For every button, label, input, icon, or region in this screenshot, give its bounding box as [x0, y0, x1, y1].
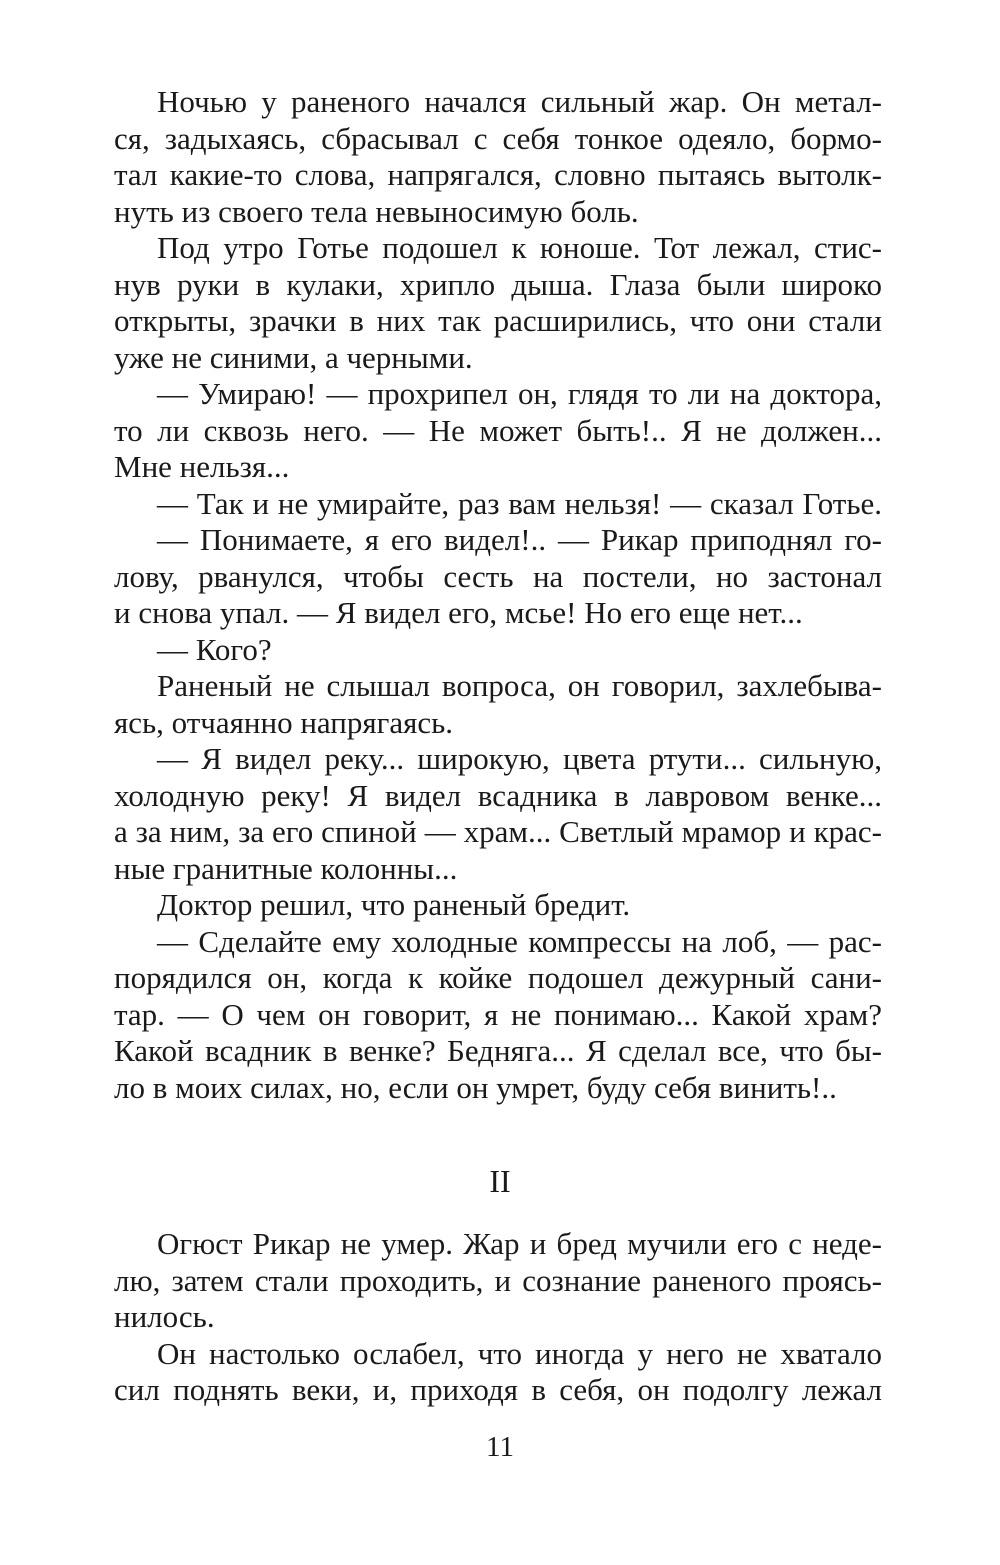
text-line: — Так и не умирайте, раз вам нельзя! — сказал Готье. [157, 485, 882, 521]
text-line: сил поднять веки, и, приходя в себя, он подолгу лежал [114, 1372, 882, 1407]
text-block-chapter-start [114, 1226, 882, 1409]
text-line: нуть из своего тела невыносимую боль. [114, 193, 639, 229]
text-line: уже не синими, а черными. [114, 339, 473, 375]
text-line: нув руки в кулаки, хрипло дыша. Глаза были широко [114, 266, 882, 302]
text-block-before-chapter [114, 84, 882, 1106]
text-line: ся, задыхаясь, сбрасывал с себя тонкое одеяло, бормо- [114, 120, 882, 156]
text-line: — Понимаете, я его видел!.. — Рикар приподнял го- [157, 522, 882, 557]
text-line: лову, рванулся, чтобы сесть на постели, но застонал [114, 558, 882, 594]
text-line: — Умираю! — прохрипел он, глядя то ли на доктора, [157, 376, 882, 411]
text-line: ло в моих силах, но, если он умрет, буду себя винить!.. [114, 1069, 837, 1105]
text-line: Под утро Готье подошел к юноше. Тот лежал, стис- [157, 230, 882, 265]
text-line: Ночью у раненого начался сильный жар. Он метал- [157, 84, 882, 119]
text-line: ясь, отчаянно напрягаясь. [114, 704, 454, 740]
text-line: — Кого? [157, 631, 272, 667]
text-line: — Я видел реку... широкую, цвета ртути... сильную, [157, 741, 882, 776]
text-line: открыты, зрачки в них так расширились, что они стали [114, 303, 882, 338]
text-line: Доктор решил, что раненый бредит. [157, 887, 631, 922]
text-line: а за ним, за его спиной — храм... Светлый мрамор и крас- [114, 814, 882, 849]
text-line: тал какие-то слова, напрягался, словно пытаясь вытолк- [114, 157, 882, 192]
text-line: — Сделайте ему холодные компрессы на лоб, — рас- [157, 923, 882, 959]
text-line: лю, затем стали проходить, и сознание раненого проясь- [114, 1262, 882, 1298]
text-line: порядился он, когда к койке подошел дежурный сани- [114, 960, 882, 995]
text-line: Раненый не слышал вопроса, он говорил, захлебыва- [157, 668, 882, 703]
text-line: и снова упал. — Я видел его, мсье! Но его еще нет... [114, 595, 803, 630]
page-number: 11 [486, 1431, 514, 1463]
text-line: холодную реку! Я видел всадника в лавровом венке... [114, 777, 882, 813]
text-line: ные гранитные колонны... [114, 850, 458, 886]
text-line: Он настолько ослабел, что иногда у него не хватало [157, 1335, 882, 1371]
text-line: Какой всадник в венке? Бедняга... Я сделал все, что бы- [114, 1033, 882, 1068]
text-line: тар. — О чем он говорит, я не понимаю... Какой храм? [114, 996, 882, 1032]
chapter-heading: II [489, 1163, 511, 1199]
text-line: нилось. [114, 1299, 215, 1334]
text-line: Мне нельзя... [114, 449, 290, 484]
text-line: то ли сквозь него. — Не может быть!.. Я не должен... [114, 412, 882, 448]
text-line: Огюст Рикар не умер. Жар и бред мучили его с неде- [157, 1226, 882, 1261]
